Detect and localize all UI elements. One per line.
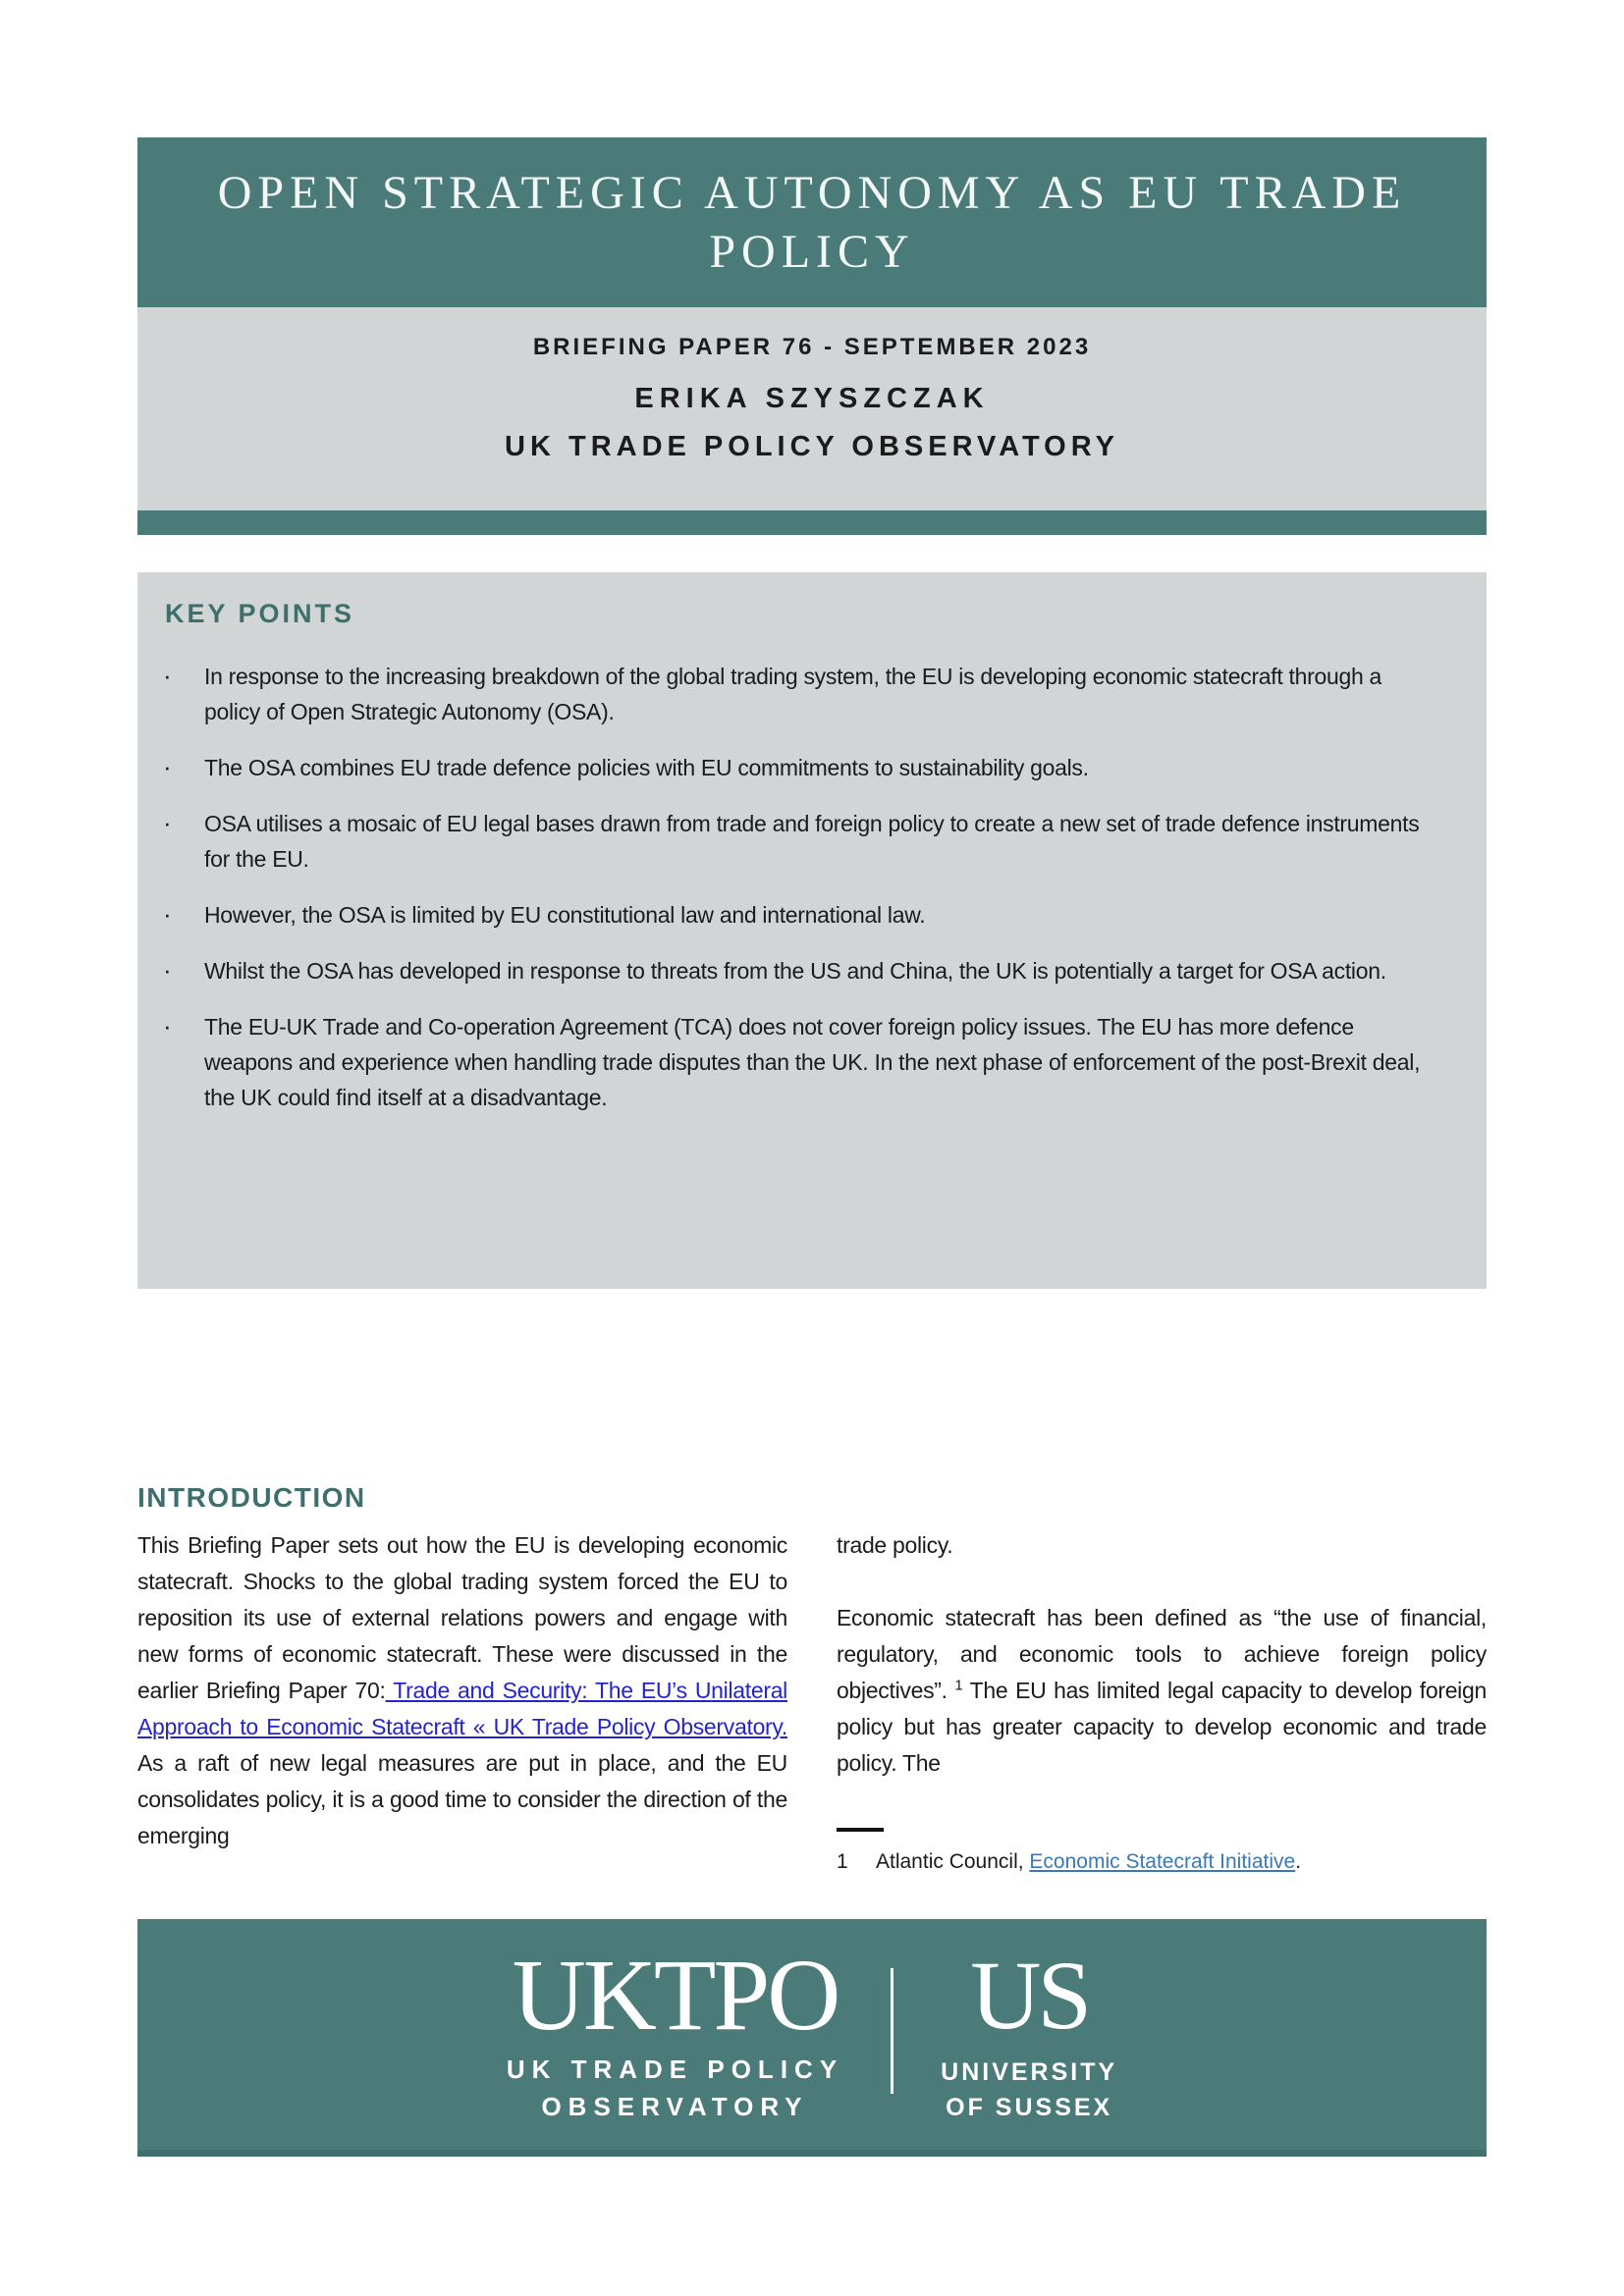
subheader-band — [137, 307, 1487, 510]
footnote-rule — [837, 1828, 884, 1832]
intro-right-column — [837, 1527, 1487, 1782]
uktpo-logo — [506, 1939, 844, 2125]
key-point-text: However, the OSA is limited by EU constitutional law and international law. — [204, 902, 926, 928]
key-point-item — [137, 953, 1433, 988]
key-point-text: In response to the increasing breakdown of the global trading system, the EU is developing economic statecraft through a policy of Open Strategic Autonomy (OSA). — [204, 664, 1382, 724]
key-point-item — [137, 897, 1433, 933]
us-logo-wordmark: US — [970, 1941, 1089, 2050]
key-points-box — [137, 572, 1487, 1289]
key-point-text: The EU-UK Trade and Co-operation Agreement (TCA) does not cover foreign policy issues. The EU has more defence weapons and experience when handling trade disputes than the UK. In the next phase of enforcement of the post-Brexit deal, the UK could find itself at a disadvantage. — [204, 1014, 1421, 1110]
organisation-name: UK TRADE POLICY OBSERVATORY — [505, 431, 1119, 462]
economic-statecraft-initiative-link[interactable]: Economic Statecraft Initiative — [1029, 1850, 1296, 1873]
key-point-text: The OSA combines EU trade defence policies with EU commitments to sustainability goals. — [204, 755, 1089, 780]
footnote-block — [837, 1828, 1487, 1877]
key-points-list — [137, 659, 1487, 1115]
bullet-marker: · — [163, 752, 172, 781]
bullet-marker: · — [163, 899, 172, 929]
us-logo-subtitle-line1: UNIVERSITY — [941, 2058, 1118, 2086]
page-title: OPEN STRATEGIC AUTONOMY AS EU TRADE POLICY — [217, 166, 1407, 278]
statecraft-text-after-sup: The EU has limited legal capacity to develop foreign policy but has greater capacity to develop economic and trade policy. The — [837, 1678, 1487, 1776]
bullet-marker: · — [163, 661, 172, 690]
key-points-heading: KEY POINTS — [165, 599, 355, 628]
intro-continuation-text: trade policy. — [837, 1532, 953, 1558]
briefing-paper-70-link[interactable]: Trade and Security: The EU’s Unilateral Approach to Economic Statecraft « UK Trade Policy Observatory. — [137, 1678, 787, 1739]
introduction-heading: INTRODUCTION — [137, 1482, 366, 1513]
key-point-item — [137, 1009, 1433, 1115]
footer-band — [137, 1919, 1487, 2157]
author-name: ERIKA SZYSZCZAK — [634, 383, 990, 414]
bullet-marker: · — [163, 955, 172, 985]
university-of-sussex-logo — [941, 1941, 1118, 2125]
key-point-item — [137, 806, 1433, 877]
intro-text-after-link: As a raft of new legal measures are put in place, and the EU consolidates policy, it is a good time to consider the direction of the emerging — [137, 1750, 787, 1848]
footnote-number: 1 — [837, 1850, 848, 1873]
uktpo-logo-subtitle-line1: UK TRADE POLICY — [506, 2055, 844, 2084]
footnote-text — [876, 1847, 1301, 1877]
bullet-marker: · — [163, 808, 172, 837]
intro-left-column — [137, 1527, 787, 1854]
uktpo-logo-wordmark: UKTPO — [512, 1939, 839, 2052]
statecraft-paragraph — [837, 1600, 1487, 1782]
key-point-item — [137, 659, 1433, 729]
title-band — [137, 137, 1487, 307]
key-point-text: OSA utilises a mosaic of EU legal bases drawn from trade and foreign policy to create a new set of trade defence instruments for the EU. — [204, 811, 1420, 872]
key-point-text: Whilst the OSA has developed in response to threats from the US and China, the UK is potentially a target for OSA action. — [204, 958, 1386, 984]
divider-strip — [137, 510, 1487, 535]
logo-divider — [891, 1968, 893, 2094]
bullet-marker: · — [163, 1011, 172, 1041]
key-point-item — [137, 750, 1433, 785]
intro-paragraph — [137, 1527, 787, 1854]
uktpo-logo-subtitle-line2: OBSERVATORY — [541, 2092, 809, 2121]
footnote-text-after-link: . — [1295, 1850, 1302, 1873]
us-logo-subtitle-line2: OF SUSSEX — [946, 2094, 1113, 2121]
footnote-reference: 1 — [954, 1677, 963, 1694]
intro-text-before-link: This Briefing Paper sets out how the EU is developing economic statecraft. Shocks to the global trading system forced the EU to reposition its use of external relations powers and engage with new forms of economic statecraft. These were discussed in the earlier Briefing Paper 70: — [137, 1532, 787, 1703]
footnote — [837, 1847, 1487, 1877]
footnote-text-before-link: Atlantic Council, — [876, 1850, 1030, 1873]
briefing-paper-line: BRIEFING PAPER 76 - SEPTEMBER 2023 — [532, 334, 1092, 360]
statecraft-text-before-sup: Economic statecraft has been defined as “the use of financial, regulatory, and economic tools to achieve foreign policy objectives”. — [837, 1605, 1487, 1703]
